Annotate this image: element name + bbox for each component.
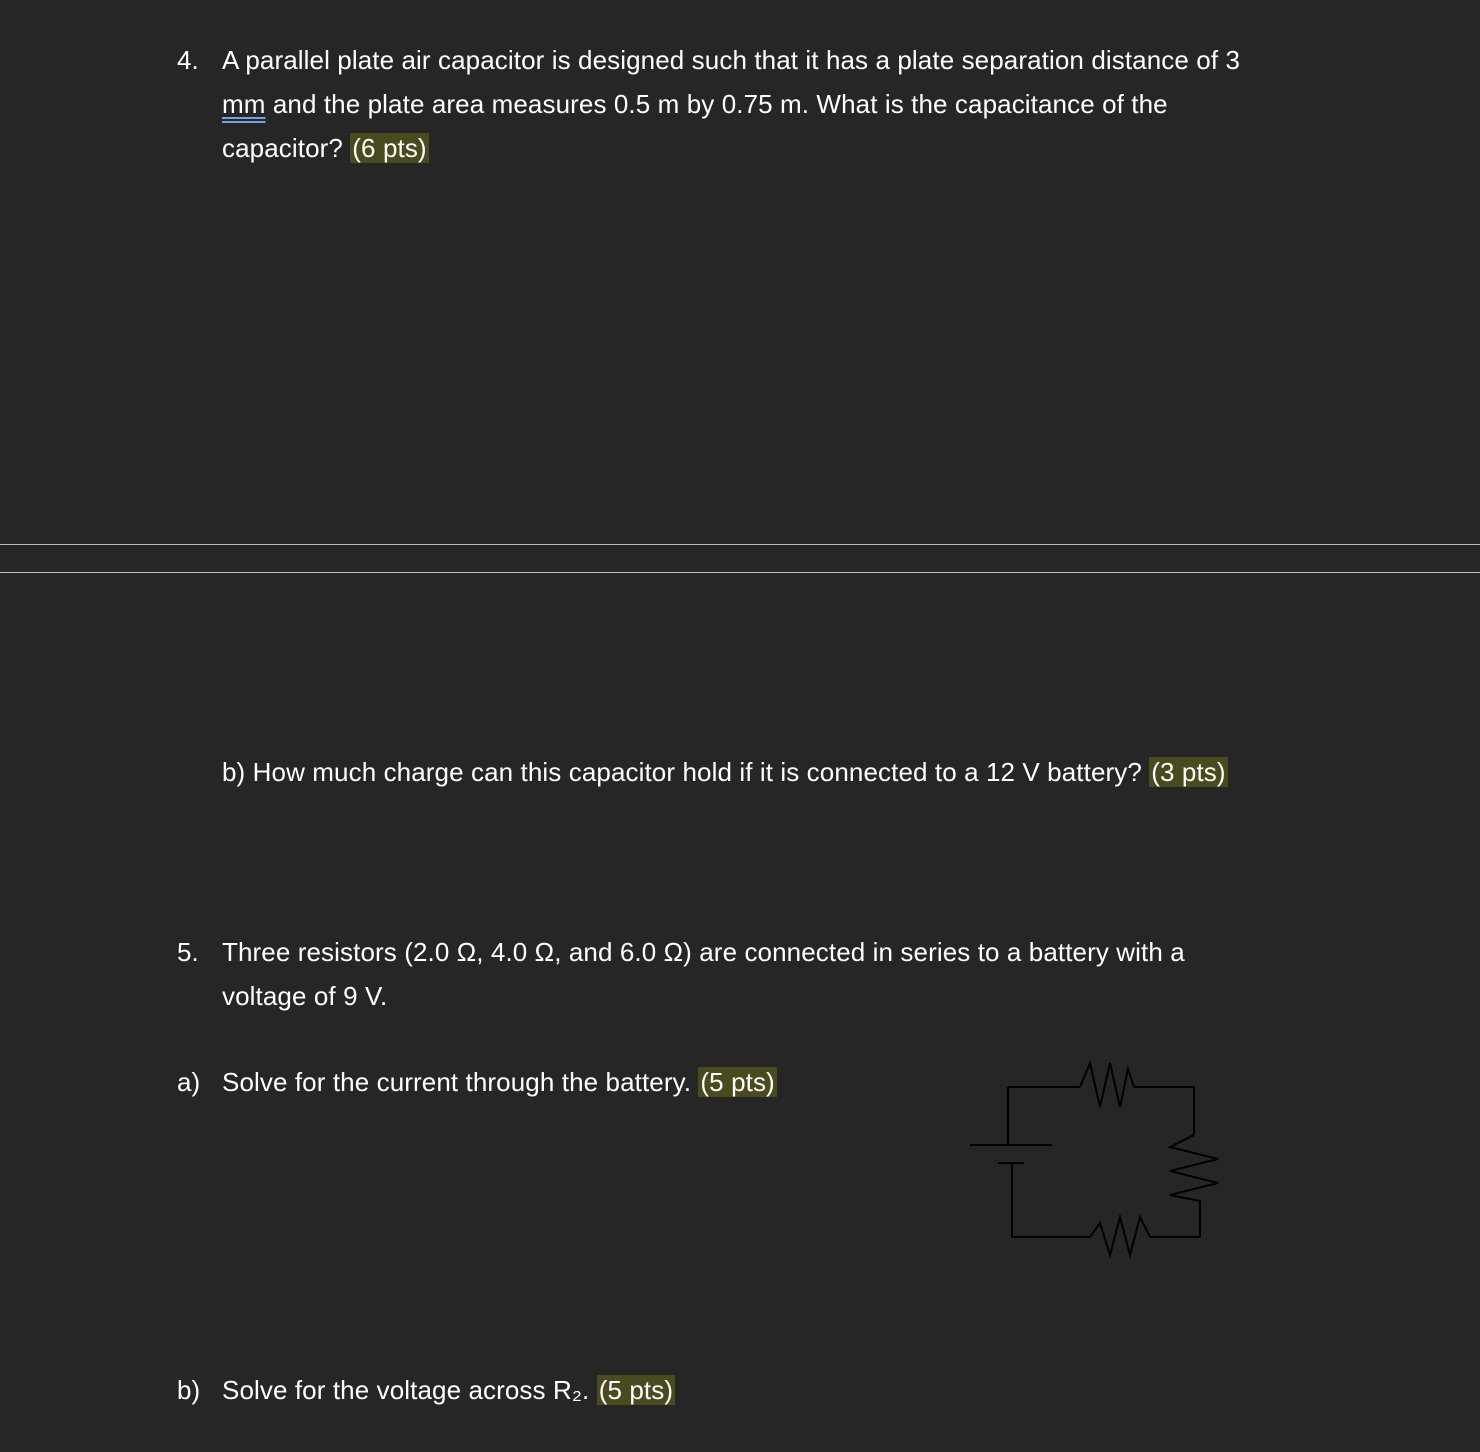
question-4-line-1: A parallel plate air capacitor is designed such that it has a plate separation distance of 3 (222, 45, 1241, 75)
points-highlight: (6 pts) (352, 133, 427, 163)
resistor-bottom (1090, 1217, 1150, 1255)
points-highlight: (5 pts) (598, 1375, 674, 1405)
question-5a (222, 1060, 777, 1104)
question-4-line-2 (222, 82, 1168, 126)
resistor-top (1080, 1063, 1134, 1107)
spellcheck-underlined-word[interactable]: mm (222, 89, 266, 119)
points-highlight: (3 pts) (1151, 757, 1226, 787)
question-4-line-2-text: and the plate area measures 0.5 m by 0.75 m. What is the capacitance of the (265, 89, 1168, 119)
question-4-line-3-text: capacitor? (222, 133, 351, 163)
question-4-line-3 (222, 126, 429, 170)
points-highlight: (5 pts) (700, 1067, 775, 1097)
question-5a-label: a) (177, 1067, 201, 1097)
bottom-wire-left (1012, 1163, 1090, 1237)
question-5-line-1: Three resistors (2.0 Ω, 4.0 Ω, and 6.0 Ω) are connected in series to a battery with a (222, 937, 1185, 967)
series-circuit-diagram (960, 1055, 1230, 1265)
question-5b-label: b) (177, 1375, 201, 1405)
question-4b-text: b) How much charge can this capacitor hold if it is connected to a 12 V battery? (222, 757, 1150, 787)
resistor-right (1170, 1135, 1218, 1237)
page-gap (0, 545, 1480, 572)
question-4-number: 4. (177, 45, 199, 75)
top-wire-right (1134, 1087, 1194, 1135)
question-5b (222, 1368, 675, 1412)
question-4b (222, 750, 1228, 794)
question-5a-text: Solve for the current through the battery. (222, 1067, 699, 1097)
page-2 (0, 573, 1480, 1452)
question-5b-text: Solve for the voltage across R₂. (222, 1375, 597, 1405)
page-1 (0, 0, 1480, 544)
question-5-number: 5. (177, 937, 199, 967)
question-5-line-2: voltage of 9 V. (222, 981, 388, 1011)
